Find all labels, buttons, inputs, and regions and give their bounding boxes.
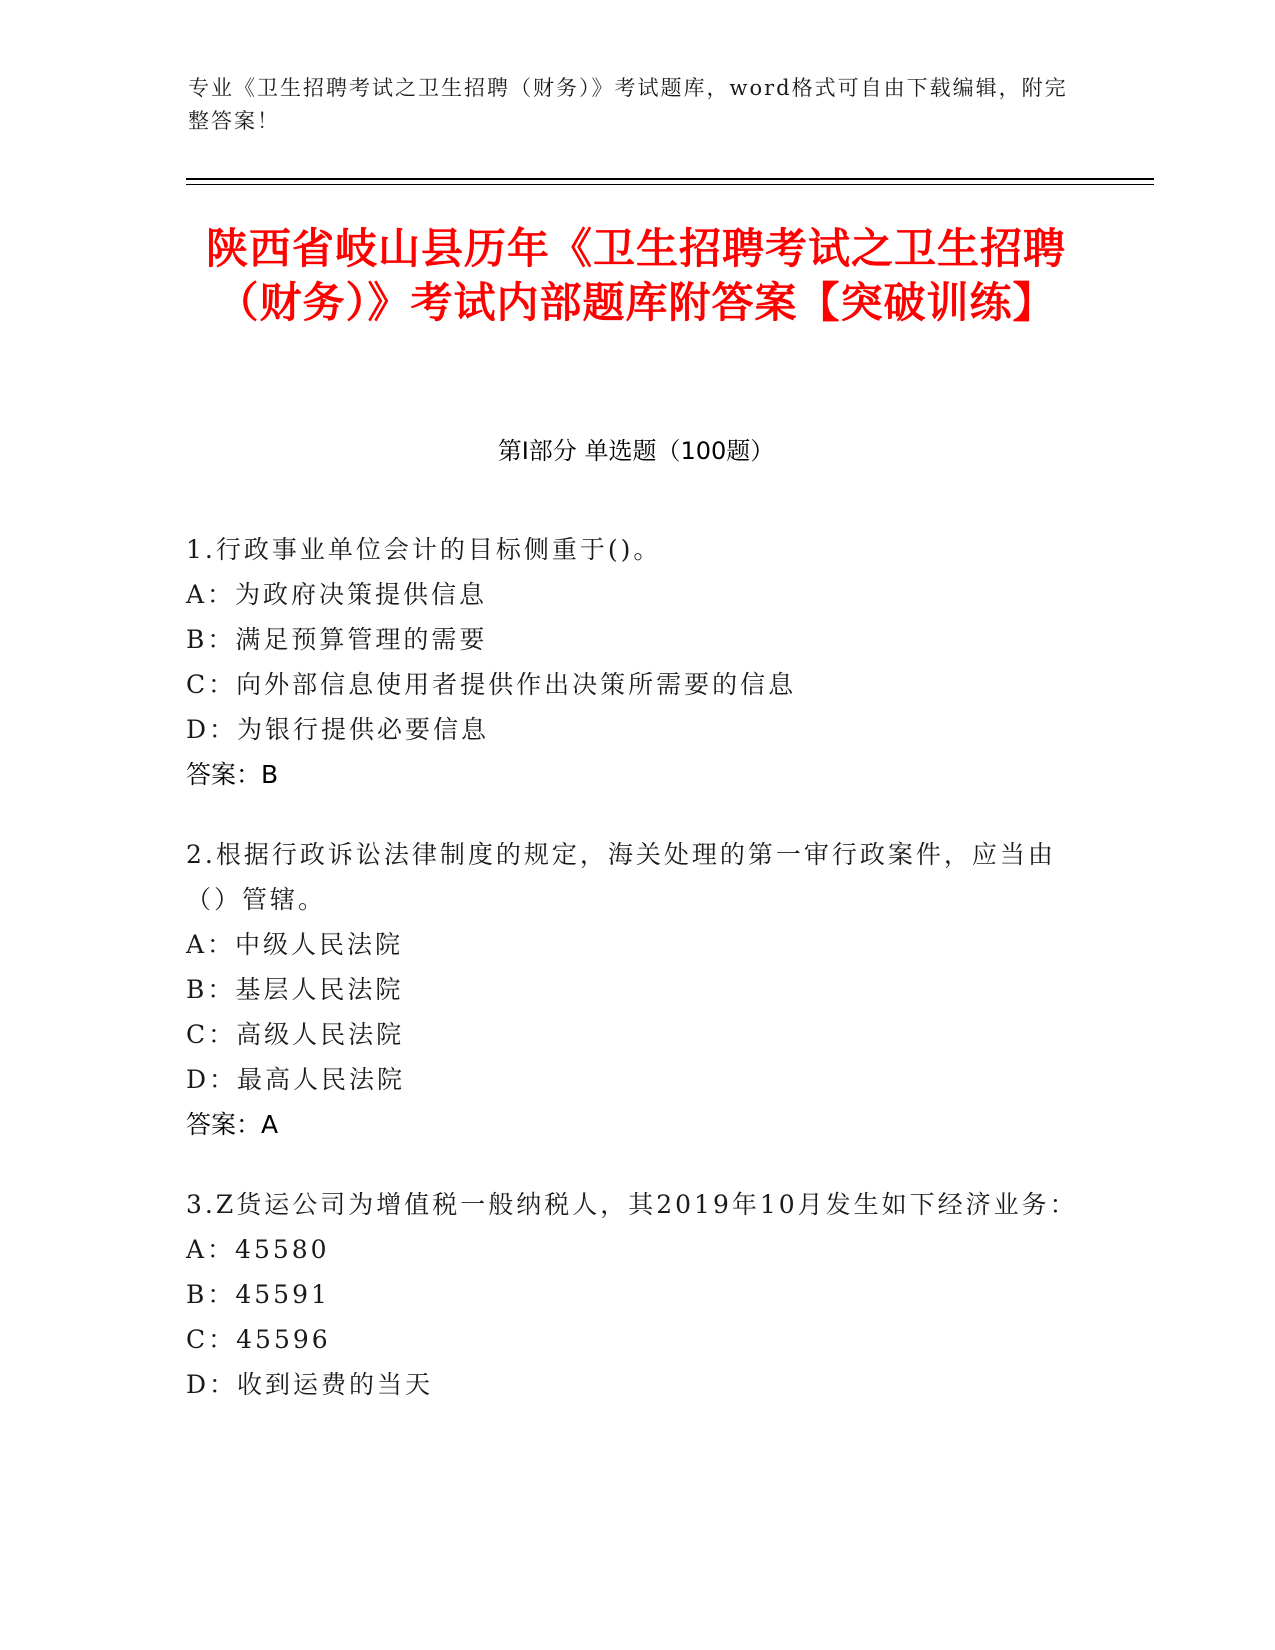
option-b: B：基层人民法院 xyxy=(186,975,404,1004)
option-b: B：满足预算管理的需要 xyxy=(186,625,488,654)
section-title: 第I部分 单选题（100题） xyxy=(497,437,775,465)
question-stem: 2.根据行政诉讼法律制度的规定，海关处理的第一审行政案件，应当由（）管辖。 xyxy=(186,840,1056,914)
header-rule-thick xyxy=(186,178,1154,180)
question-list xyxy=(186,527,1086,1442)
answer-line: 答案：B xyxy=(186,760,279,789)
option-d: D：收到运费的当天 xyxy=(186,1370,434,1399)
option-a: A：中级人民法院 xyxy=(186,930,404,959)
document-title: 陕西省岐山县历年《卫生招聘考试之卫生招聘（财务）》考试内部题库附答案【突破训练】 xyxy=(205,224,1066,327)
question-stem: 1.行政事业单位会计的目标侧重于()。 xyxy=(186,535,662,564)
option-d: D：为银行提供必要信息 xyxy=(186,715,490,744)
option-list xyxy=(186,922,1086,1102)
header-note: 专业《卫生招聘考试之卫生招聘（财务）》考试题库，word格式可自由下载编辑，附完整答案！ xyxy=(188,76,1068,133)
question-2 xyxy=(186,832,1086,1147)
option-list xyxy=(186,1227,1086,1407)
header-rule-thin xyxy=(186,184,1154,185)
option-b: B：45591 xyxy=(186,1280,330,1309)
option-list xyxy=(186,572,1086,752)
question-stem: 3.Z货运公司为增值税一般纳税人，其2019年10月发生如下经济业务： xyxy=(186,1190,1078,1219)
option-c: C：向外部信息使用者提供作出决策所需要的信息 xyxy=(186,670,797,699)
option-d: D：最高人民法院 xyxy=(186,1065,406,1094)
option-a: A：为政府决策提供信息 xyxy=(186,580,488,609)
option-c: C：45596 xyxy=(186,1325,331,1354)
answer-line: 答案：A xyxy=(186,1110,279,1139)
option-a: A：45580 xyxy=(186,1235,330,1264)
question-3 xyxy=(186,1182,1086,1407)
question-1 xyxy=(186,527,1086,797)
option-c: C：高级人民法院 xyxy=(186,1020,405,1049)
